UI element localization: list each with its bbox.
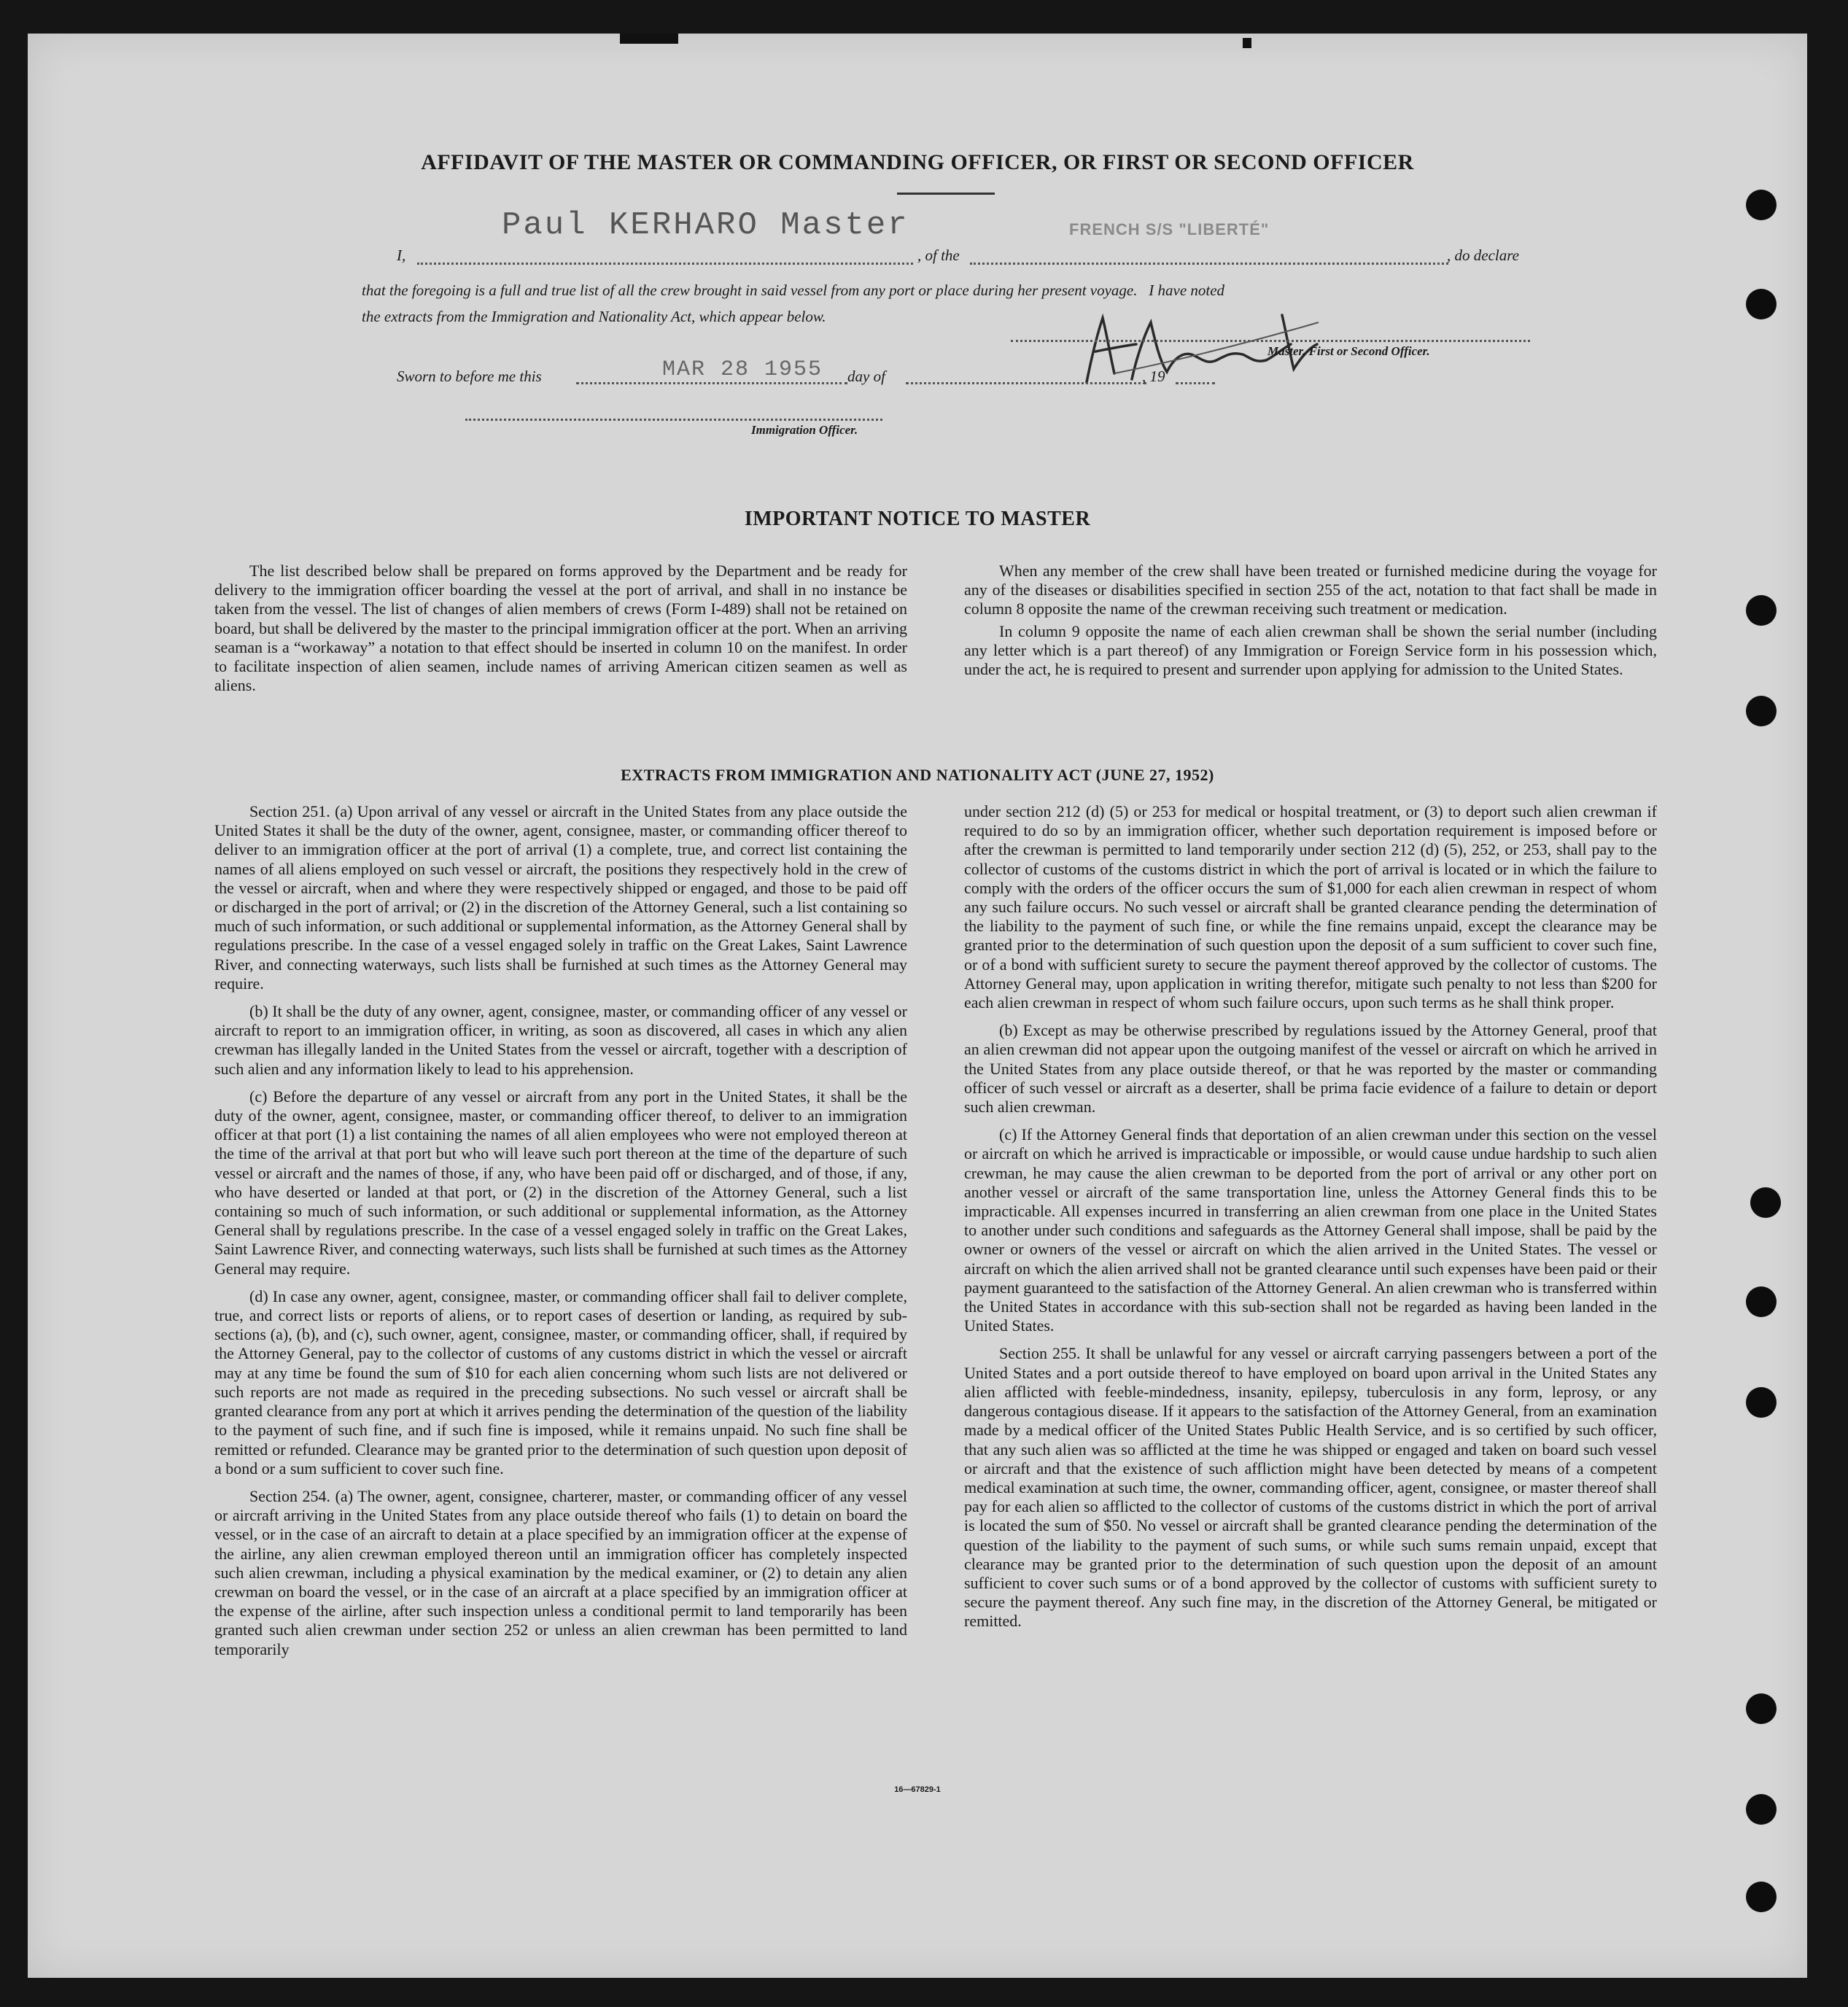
act-section: Section 255. It shall be unlawful for any vessel or aircraft carrying passengers between a port of the United States and a port outside thereof to have employed on board upon arrival in the United States any alien afflicted with feeble-mindedness, insanity, epilepsy, tuberculosis in any form, leprosy, or any dangerous contagious disease. If it appears to the satisfaction of the Attorney General, from an examination made by a medical officer of the United States Public Health Service, and is so certified by such officer, that any such alien was so afflicted at the time he was shipped or engaged and taken on board such vessel or aircraft and that the existence of such affliction might have been detected by means of a competent medical examination at such time, the owner, commanding officer, agent, consignee, or master thereof shall pay for each alien so afflicted to the collector of customs of the customs district in which the port of arrival is located the sum of $50. No vessel or aircraft shall be granted clearance pending the determination of the question of the liability to the payment of such sums, or while such sums remain unpaid, except that clearance may be granted prior to the determination of such question upon the deposit of an amount sufficient to cover such sums or of a bond approved by the collector of customs with sufficient surety to secure the payment thereof. Any such fine may, in the discretion of the Attorney General, be mitigated or remitted. — [964, 1344, 1657, 1631]
sworn-date: MAR 28 1955 — [662, 357, 823, 382]
punch-hole — [1746, 1693, 1777, 1724]
scan-mark — [1243, 38, 1251, 48]
name-line — [417, 263, 913, 265]
title-rule — [897, 193, 995, 195]
of-the-label: , of the — [917, 246, 960, 264]
year-line — [1176, 382, 1215, 384]
notice-paragraph: The list described below shall be prepared on forms approved by the Department and be ready for delivery to the immigration officer boarding the vessel at the port of arrival, and shall in no instance be taken from the vessel. The list of changes of alien members of crews (Form I-489) shall not be retained on board, but shall be delivered by the master to the principal immigration officer at the port. When an arriving seaman is a “workaway” a notation to that effect should be inserted in column 10 on the manifest. In order to facilitate inspection of alien seamen, include names of arriving American citizen seamen as well as aliens. — [214, 562, 907, 695]
punch-hole — [1746, 1794, 1777, 1825]
act-section: (b) It shall be the duty of any owner, agent, consignee, master, or commanding officer of any vessel or aircraft to report to an immigration officer, in writing, as soon as discovered, all cases in which any alien crewman has illegally landed in the United States from the vessel or aircraft, together with a description of such alien and any information likely to lead to his apprehension. — [214, 1002, 907, 1078]
do-declare-label: , do declare — [1447, 246, 1519, 264]
punch-hole — [1746, 1286, 1777, 1317]
act-section: (c) Before the departure of any vessel or aircraft from any port in the United States, it shall be the duty of the owner, agent, consignee, master, or commanding officer thereof, to deliver to an immigration officer at that port (1) a list containing the names of all alien employees who were not employed thereon at the time of the arrival at that port but who will leave such port thereon at the time of the departure of such vessel or aircraft and the names of those, if any, who have been paid off or discharged, and of those, if any, who have deserted or landed at that port, or (2) in the discretion of the Attorney General, such a list containing so much of such information, or such additional or supplemental information, as the Attorney General shall by regulations prescribe. In the case of a vessel engaged solely in traffic on the Great Lakes, Saint Lawrence River, and connecting waterways, such lists shall be furnished at such times as the Attorney General may require. — [214, 1087, 907, 1278]
signature-line — [1011, 340, 1530, 342]
punch-hole — [1746, 696, 1777, 726]
punch-hole — [1746, 595, 1777, 626]
punch-hole — [1746, 289, 1777, 319]
notice-right-column — [964, 562, 1657, 688]
month-line — [906, 382, 1146, 384]
extracts-left-column — [214, 802, 907, 1668]
year-label: , 19 — [1142, 368, 1165, 385]
act-section: (c) If the Attorney General finds that deportation of an alien crewman under this section on the vessel or aircraft on which he arrived is impracticable or impossible, or would cause undue hardship to such alien crewman, he may cause the alien crewman to be deported from the port of arrival or any other port on another vessel or aircraft of the same transportation line, unless the Attorney General finds this to be impracticable. All expenses incurred in transferring an alien crewman from one place in the United States to another under such conditions and safeguards as the Attorney General shall impose, shall be paid by the owner or owners of the vessel or aircraft on which the alien arrived in the United States. The vessel or aircraft on which the alien arrived shall not be granted clearance until such expenses have been paid or their payment guaranteed to the satisfaction of the Attorney General. An alien crewman who is transferred within the United States in accordance with this sub-section shall not be regarded as having been landed in the United States. — [964, 1125, 1657, 1335]
sworn-date-line — [576, 382, 847, 384]
scan-mark — [620, 34, 678, 44]
master-name: Paul KERHARO Master — [502, 207, 909, 244]
sworn-label: Sworn to before me this — [397, 368, 542, 385]
declaration-line-2: the extracts from the Immigration and Nationality Act, which appear below. — [362, 308, 826, 325]
notice-paragraph: In column 9 opposite the name of each alien crewman shall be shown the serial number (including any letter which is a part thereof) of any Immigration or Foreign Service form in his possession which, under the act, he is required to present and surrender upon applying for admission to the United States. — [964, 621, 1657, 679]
extracts-right-column — [964, 802, 1657, 1640]
i-label: I, — [397, 246, 406, 264]
act-section: (d) In case any owner, agent, consignee, master, or commanding officer shall fail to deliver complete, true, and correct lists or reports of aliens, or to report cases of desertion or landing, as required by sub-sections (a), (b), and (c), such owner, agent, consignee, master, or commanding officer, shall, if required by the Attorney General, pay to the collector of customs of any customs district in which the vessel or aircraft may at any time be found the sum of $10 for each alien concerning whom such lists are not delivered or such reports are not made as required in the preceding subsections. No such vessel or aircraft shall be granted clearance from any port at which it arrives pending the determination of the question of the liability to the payment of such fine, and if such fine is imposed, while it remains unpaid. No such fine shall be remitted or refunded. Clearance may be granted prior to the determination of such question upon deposit of a bond or a sum sufficient to cover such fine. — [214, 1286, 907, 1478]
immigration-officer-label: Immigration Officer. — [751, 423, 858, 437]
punch-hole — [1746, 190, 1777, 220]
form-number: 16—67829-1 — [894, 1785, 941, 1794]
affidavit-title: AFFIDAVIT OF THE MASTER OR COMMANDING OFFICER, OR FIRST OR SECOND OFFICER — [421, 150, 1414, 174]
act-section: under section 212 (d) (5) or 253 for medical or hospital treatment, or (3) to deport such alien crewman if required to do so by an immigration officer, whether such deportation requirement is imposed before or after the crewman is permitted to land temporarily under section 212 (d) (5), 252, or 253, shall pay to the collector of customs of the customs district in which the port of arrival is located or in which the failure to comply with the orders of the officer occurs the sum of $1,000 for each alien crewman in respect of whom any such failure occurs. No such vessel or aircraft shall be granted clearance pending the determination of the liability to the payment of such fine, or while the fine remains unpaid, except the clearance may be granted prior to the determination of such question upon the deposit of a sum sufficient to cover such fine, or of a bond with sufficient surety to secure the payment thereof approved by the collector of customs. The Attorney General may, upon application in writing therefor, mitigate such penalty to not less than $200 for each alien crewman in respect of whom such failure occurs, upon such terms as he shall think proper. — [964, 802, 1657, 1012]
notice-title: IMPORTANT NOTICE TO MASTER — [744, 508, 1091, 530]
document-page — [28, 34, 1807, 1978]
punch-hole — [1746, 1882, 1777, 1912]
signer-caption: Master, First or Second Officer. — [1267, 344, 1430, 358]
vessel-name: FRENCH S/S "LIBERTÉ" — [1069, 220, 1270, 238]
act-section: Section 254. (a) The owner, agent, consignee, charterer, master, or commanding officer of any vessel or aircraft arriving in the United States from any place outside thereof who fails (1) to detain on board the vessel, or in the case of an aircraft to detain at a place specified by an immigration officer at the expense of the airline, any alien crewman employed thereon until an immigration officer has completely inspected such alien crewman, including a physical examination by the medical examiner, or (2) to detain any alien crewman on board the vessel, or in the case of an aircraft at a place specified by an immigration officer at the expense of the airline, after such inspection unless a conditional permit to land temporarily has been granted such alien crewman under section 252 or unless an alien crewman has been permitted to land temporarily — [214, 1486, 907, 1658]
punch-hole — [1750, 1187, 1781, 1218]
notice-paragraph: When any member of the crew shall have been treated or furnished medicine during the voyage for any of the diseases or disabilities specified in section 255 of the act, notation to that fact shall be made in column 8 opposite the name of the crewman receiving such treatment or medication. — [964, 562, 1657, 618]
vessel-line — [970, 263, 1448, 265]
act-section: (b) Except as may be otherwise prescribed by regulations issued by the Attorney General, proof that an alien crewman did not appear upon the outgoing manifest of the vessel or aircraft on which he arrived in the United States from any place outside thereof, or that he was reported by the master or commanding officer of such vessel or aircraft as a deserter, shall be prima facie evidence of a failure to detain or deport such alien crewman. — [964, 1021, 1657, 1117]
punch-hole — [1746, 1387, 1777, 1418]
extracts-title: EXTRACTS FROM IMMIGRATION AND NATIONALITY ACT (JUNE 27, 1952) — [621, 766, 1214, 784]
declaration-line-1: that the foregoing is a full and true list of all the crew brought in said vessel from any port or place during her present voyage. I have noted — [362, 282, 1225, 299]
day-of-label: day of — [847, 368, 885, 385]
act-section: Section 251. (a) Upon arrival of any vessel or aircraft in the United States from any place outside the United States it shall be the duty of the owner, agent, consignee, master, or commanding officer thereof to deliver to an immigration officer at the port of arrival (1) a complete, true, and correct list containing the names of all aliens employed on such vessel or aircraft, the positions they respectively hold in the crew of the vessel or aircraft, when and where they were respectively shipped or engaged, and those to be paid off or discharged in the port of arrival; or (2) in the discretion of the Attorney General, such a list containing so much of such information, or such additional or supplemental information, as the Attorney General shall by regulations prescribe. In the case of a vessel engaged solely in traffic on the Great Lakes, Saint Lawrence River, and connecting waterways, such lists shall be furnished at such times as the Attorney General may require. — [214, 802, 907, 993]
notice-left-column — [214, 562, 907, 704]
officer-line — [465, 419, 882, 421]
